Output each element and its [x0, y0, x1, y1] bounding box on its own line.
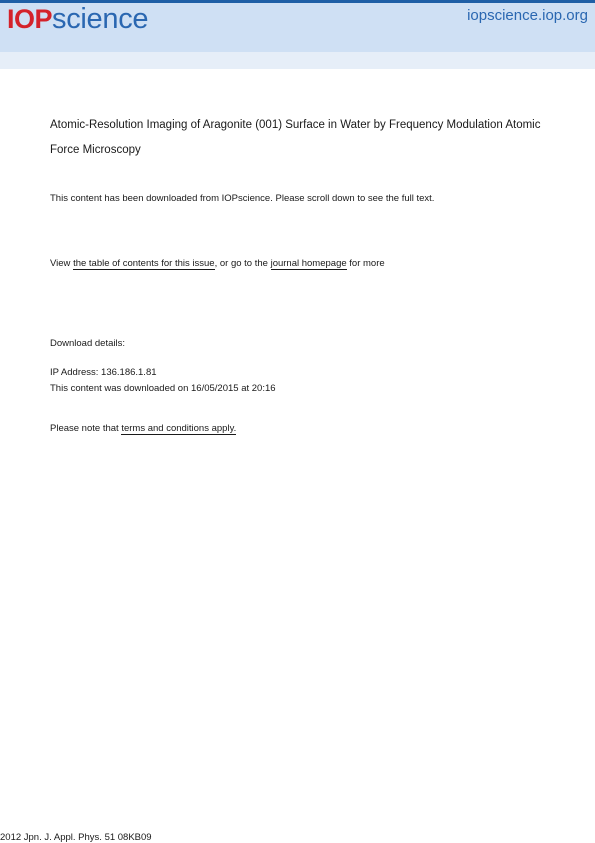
terms-prefix: Please note that: [50, 423, 122, 434]
terms-and-conditions-link[interactable]: terms and conditions apply.: [121, 423, 237, 434]
download-details-heading: Download details:: [50, 338, 125, 349]
view-links-line: [50, 258, 385, 269]
view-suffix: for more: [346, 258, 385, 269]
header-subbar: [0, 52, 595, 69]
site-url-link[interactable]: iopscience.iop.org: [467, 7, 588, 24]
table-of-contents-link[interactable]: the table of contents for this issue: [73, 258, 215, 269]
iopscience-logo[interactable]: [7, 5, 148, 34]
journal-citation: 2012 Jpn. J. Appl. Phys. 51 08KB09: [0, 832, 152, 843]
journal-homepage-link[interactable]: journal homepage: [270, 258, 347, 269]
logo-science-text: science: [52, 3, 149, 35]
article-title: Atomic-Resolution Imaging of Aragonite (001) Surface in Water by Frequency Modulation Atomic Force Microscopy: [50, 119, 541, 156]
download-timestamp: This content was downloaded on 16/05/2015 at 20:16: [50, 383, 276, 394]
view-middle: , or go to the: [214, 258, 271, 269]
site-header: [0, 0, 595, 52]
view-prefix: View: [50, 258, 74, 269]
logo-iop-text: IOP: [7, 4, 53, 34]
download-notice: This content has been downloaded from IOPscience. Please scroll down to see the full text.: [50, 193, 435, 204]
terms-line: [50, 423, 236, 434]
ip-address: IP Address: 136.186.1.81: [50, 367, 157, 378]
